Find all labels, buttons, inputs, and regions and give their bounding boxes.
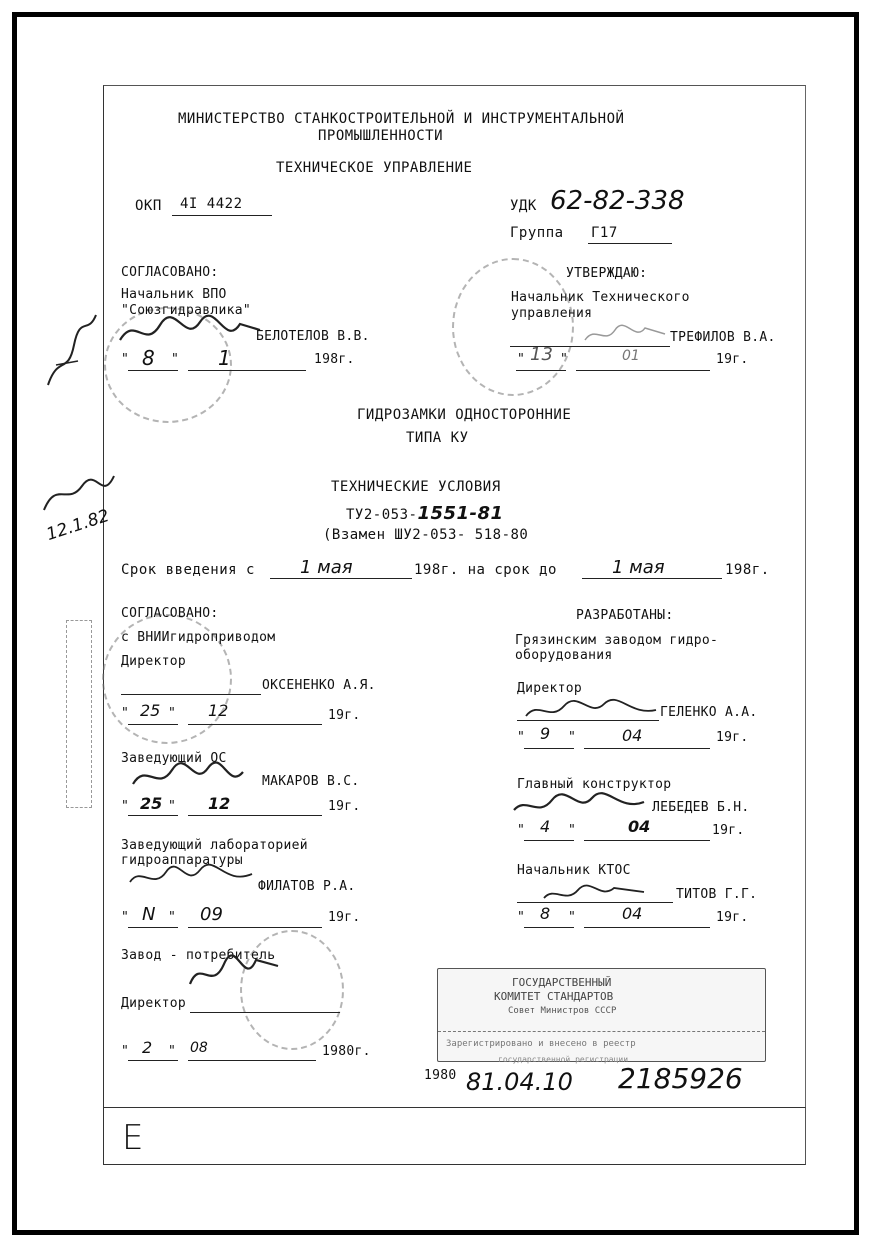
- validity-start-year: 198: [414, 562, 441, 578]
- signature-icon: [124, 862, 258, 892]
- group-label: Группа: [510, 225, 564, 241]
- agreed-left-director-month: 12: [208, 701, 229, 720]
- developed-director-year: 19: [716, 730, 733, 745]
- ministry-line-1: МИНИСТЕРСТВО СТАНКОСТРОИТЕЛЬНОЙ И ИНСТРУМЕНТАЛЬНОЙ: [178, 111, 625, 127]
- agreed-left-director-name: ОКСЕНЕНКО А.Я.: [262, 678, 376, 693]
- agreed-left-director-day: 25: [140, 701, 161, 720]
- spec-prefix: ТУ2-053-: [346, 507, 418, 523]
- approved-year: 19: [716, 352, 733, 367]
- validity-end-year: 198: [725, 562, 752, 578]
- os-label: Заведующий ОС: [121, 751, 227, 766]
- margin-signature-icon: [38, 305, 108, 395]
- okp-underline: [172, 215, 272, 216]
- underline: [188, 815, 322, 816]
- margin-tab: [66, 620, 92, 808]
- registration-line-4: Зарегистрировано и внесено в реестр: [446, 1039, 636, 1049]
- stamp-divider: [438, 1031, 765, 1032]
- underline: [128, 1060, 178, 1061]
- year-suffix: г.: [751, 562, 770, 578]
- replaces-note: (Взамен ШУ2-053- 518-80: [323, 527, 529, 543]
- lab-year: 19: [328, 910, 345, 925]
- consumer-day: 2: [142, 1038, 153, 1057]
- underline: [188, 927, 322, 928]
- validity-start-date: 1 мая: [300, 557, 353, 578]
- os-name: МАКАРОВ В.С.: [262, 774, 360, 789]
- underline: [584, 927, 710, 928]
- approved-position-2: управления: [511, 306, 593, 321]
- developed-director-label: Директор: [517, 681, 583, 696]
- approved-heading: УТВЕРЖДАЮ:: [566, 266, 648, 281]
- signature-icon: [115, 310, 265, 352]
- agreed-left-heading: СОГЛАСОВАНО:: [121, 606, 219, 621]
- developed-director-name: ГЕЛЕНКО А.А.: [660, 705, 758, 720]
- agreed-top-month: 1: [218, 346, 231, 370]
- underline: [128, 370, 178, 371]
- margin-date: 12.1.82: [44, 505, 112, 546]
- group-underline: [588, 243, 672, 244]
- year-suffix: г.: [732, 910, 749, 925]
- registration-line-5: государственной регистрации: [498, 1055, 629, 1064]
- underline: [121, 694, 261, 695]
- lab-name: ФИЛАТОВ Р.А.: [258, 879, 356, 894]
- product-title-2: ТИПА КУ: [406, 430, 469, 446]
- consumer-month: 08: [190, 1040, 208, 1056]
- underline: [128, 815, 178, 816]
- underline: [128, 927, 178, 928]
- underline: [188, 1060, 316, 1061]
- udk-label: УДК: [510, 198, 537, 214]
- udk-value: 62-82-338: [550, 186, 685, 216]
- consumer-label: Завод - потребитель: [121, 948, 276, 963]
- agreed-top-position-1: Начальник ВПО: [121, 287, 227, 302]
- underline: [524, 927, 574, 928]
- underline: [516, 370, 566, 371]
- registration-year: 1980: [424, 1068, 457, 1083]
- year-suffix: г.: [732, 352, 749, 367]
- product-title-1: ГИДРОЗАМКИ ОДНОСТОРОННИЕ: [357, 407, 572, 423]
- underline: [582, 578, 722, 579]
- year-suffix: г.: [344, 910, 361, 925]
- approved-day: 13: [530, 344, 553, 365]
- chief-day: 4: [540, 817, 551, 836]
- registration-line-3: Совет Министров СССР: [508, 1006, 617, 1016]
- agreed-top-heading: СОГЛАСОВАНО:: [121, 265, 219, 280]
- okp-label: ОКП: [135, 198, 162, 214]
- ktos-name: ТИТОВ Г.Г.: [676, 887, 758, 902]
- underline: [517, 720, 659, 721]
- underline: [128, 724, 178, 725]
- lab-label-2: гидроаппаратуры: [121, 853, 243, 868]
- agreed-top-year: 198: [314, 352, 339, 367]
- department-title: ТЕХНИЧЕСКОЕ УПРАВЛЕНИЕ: [276, 160, 473, 176]
- lab-day: N: [142, 904, 156, 925]
- ministry-line-2: ПРОМЫШЛЕННОСТИ: [318, 128, 444, 144]
- underline: [524, 840, 574, 841]
- chief-year: 19: [712, 823, 729, 838]
- developed-org-1: Грязинским заводом гидро-: [515, 633, 719, 648]
- signature-icon: [128, 758, 258, 794]
- approved-month: 01: [622, 348, 640, 364]
- os-month: 12: [208, 794, 231, 813]
- approved-name: ТРЕФИЛОВ В.А.: [670, 330, 776, 345]
- underline: [188, 370, 306, 371]
- ktos-day: 8: [540, 904, 551, 923]
- approved-position-1: Начальник Технического: [511, 290, 690, 305]
- os-day: 25: [140, 794, 163, 813]
- signature-icon: [510, 792, 650, 820]
- year-suffix: г.: [338, 352, 355, 367]
- footer-letter: E: [122, 1118, 144, 1158]
- group-value: Г17: [591, 225, 618, 241]
- underline: [270, 578, 412, 579]
- agreed-top-position-2: "Союзгидравлика": [121, 303, 252, 318]
- developed-director-month: 04: [622, 726, 643, 745]
- agreed-top-day: 8: [142, 346, 155, 370]
- consumer-director-label: Директор: [121, 996, 187, 1011]
- underline: [190, 1012, 340, 1013]
- validity-to-label: г. на срок до: [440, 562, 557, 578]
- agreed-top-name: БЕЛОТЕЛОВ В.В.: [256, 329, 370, 344]
- agreed-left-org: с ВНИИгидроприводом: [121, 630, 276, 645]
- ktos-label: Начальник КТОС: [517, 863, 631, 878]
- validity-end-date: 1 мая: [612, 557, 665, 578]
- spec-number: 1551-81: [417, 503, 504, 524]
- agreed-left-director-year: 19: [328, 708, 345, 723]
- os-year: 19: [328, 799, 345, 814]
- ktos-month: 04: [622, 904, 643, 923]
- lab-month: 09: [200, 904, 223, 925]
- chief-month: 04: [628, 817, 651, 836]
- year-suffix: г.: [728, 823, 745, 838]
- registration-number: 2185926: [618, 1062, 743, 1095]
- underline: [584, 748, 710, 749]
- chief-label: Главный конструктор: [517, 777, 672, 792]
- lab-label-1: Заведующий лабораторией: [121, 838, 308, 853]
- registration-line-2: КОМИТЕТ СТАНДАРТОВ: [494, 990, 614, 1003]
- year-suffix: г.: [344, 708, 361, 723]
- underline: [188, 724, 322, 725]
- developed-org-2: оборудования: [515, 648, 613, 663]
- bottom-bar: [103, 1107, 806, 1165]
- underline: [524, 748, 574, 749]
- agreed-left-director-label: Директор: [121, 654, 187, 669]
- developed-heading: РАЗРАБОТАНЫ:: [576, 608, 674, 623]
- underline: [576, 370, 710, 371]
- registration-date: 81.04.10: [466, 1068, 573, 1096]
- validity-start-label: Срок введения с: [121, 562, 255, 578]
- round-stamp-icon: [452, 258, 574, 396]
- registration-line-1: ГОСУДАРСТВЕННЫЙ: [512, 976, 612, 989]
- underline: [584, 840, 710, 841]
- underline: [517, 902, 673, 903]
- developed-director-day: 9: [540, 724, 551, 743]
- spec-heading: ТЕХНИЧЕСКИЕ УСЛОВИЯ: [331, 479, 501, 495]
- okp-value: 4I 4422: [180, 196, 243, 212]
- consumer-year: 1980: [322, 1044, 355, 1059]
- year-suffix: г.: [354, 1044, 371, 1059]
- year-suffix: г.: [732, 730, 749, 745]
- signature-icon: [182, 950, 282, 996]
- chief-name: ЛЕБЕДЕВ Б.Н.: [652, 800, 750, 815]
- ktos-year: 19: [716, 910, 733, 925]
- year-suffix: г.: [344, 799, 361, 814]
